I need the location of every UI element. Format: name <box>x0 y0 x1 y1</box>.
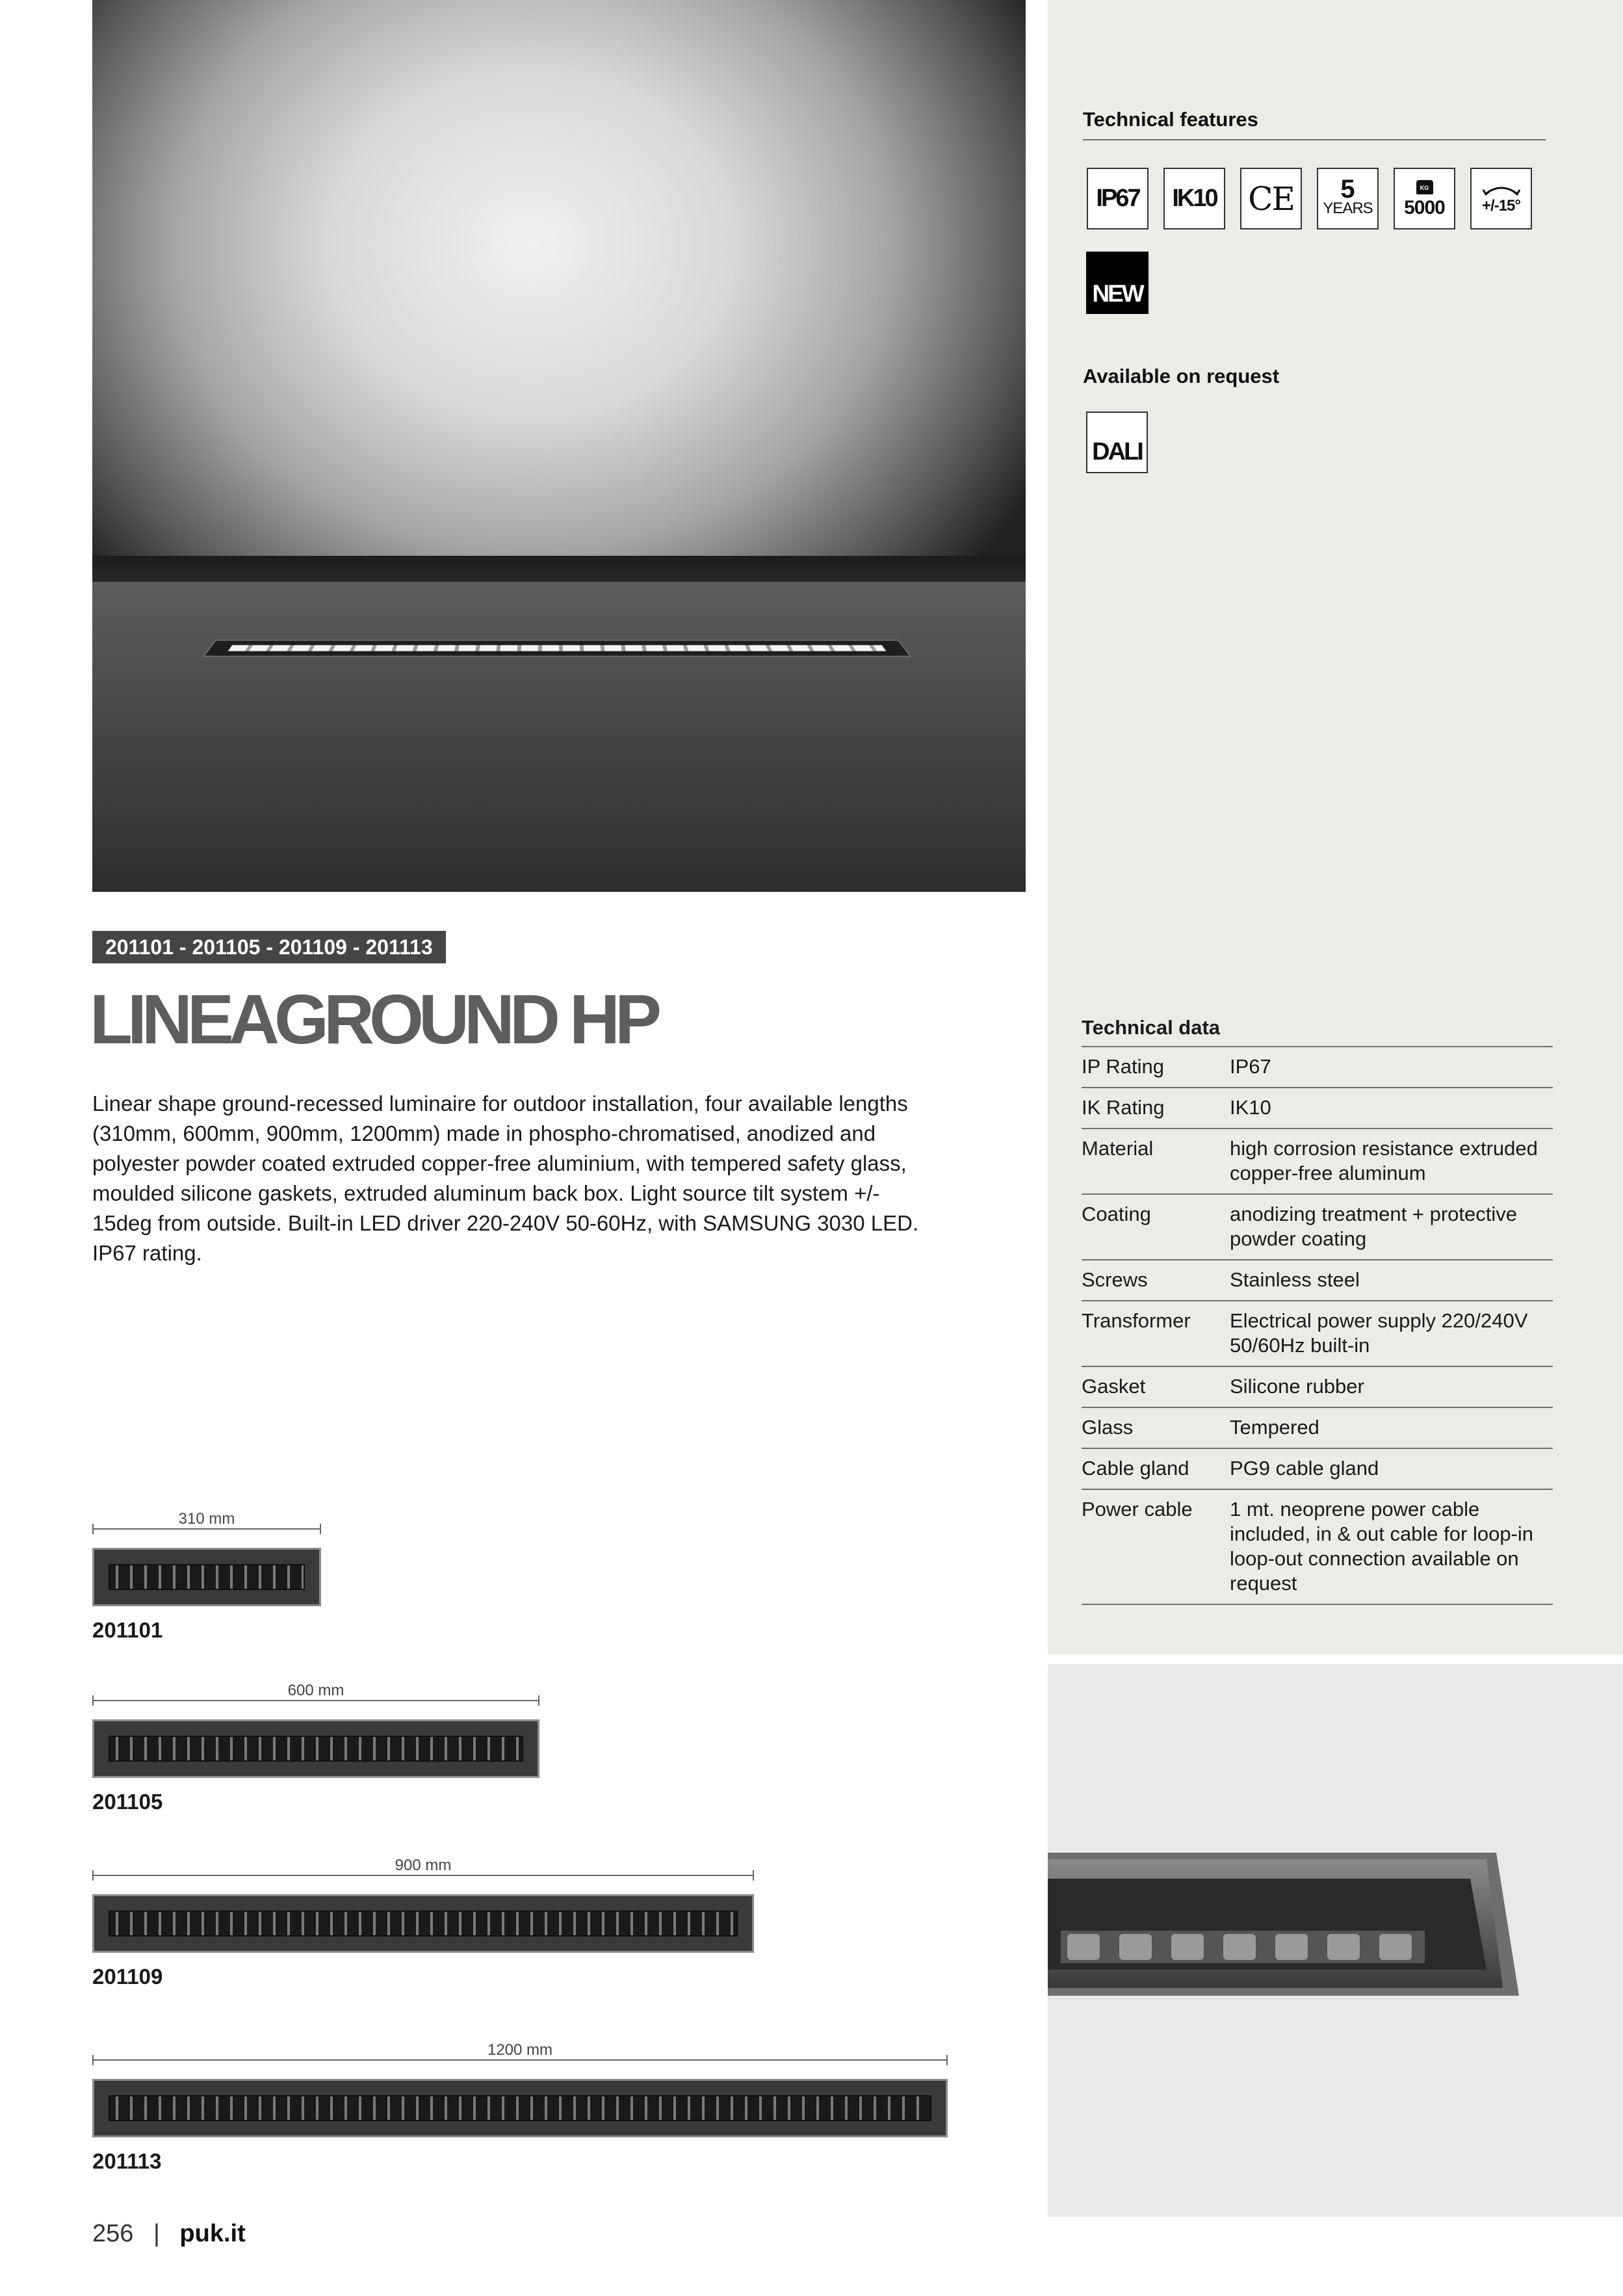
table-row: Glass Tempered <box>1082 1408 1553 1449</box>
luminaire-drawing <box>92 2079 948 2137</box>
dimension-line: 600 mm <box>92 1682 539 1701</box>
detail-photo <box>1048 1664 1623 2217</box>
weight-icon: KG <box>1416 180 1433 194</box>
table-row: IP Rating IP67 <box>1082 1047 1553 1088</box>
table-row: Coating anodizing treatment + protective powder coating <box>1082 1195 1553 1260</box>
tilt-arc-icon <box>1482 182 1521 196</box>
variant-201105 <box>92 1682 539 1814</box>
variant-201101 <box>92 1510 321 1643</box>
feature-icons <box>1087 168 1532 229</box>
product-codes-badge: 201101 - 201105 - 201109 - 201113 <box>92 931 446 963</box>
technical-data-table <box>1082 1016 1553 1605</box>
technical-data-title: Technical data <box>1082 1016 1553 1047</box>
tilt-icon: +/-15° <box>1470 168 1532 229</box>
page-number: 256 <box>92 2220 134 2247</box>
variant-201109 <box>92 1857 754 1989</box>
table-row: Screws Stainless steel <box>1082 1260 1553 1301</box>
ce-icon: CE <box>1240 168 1302 229</box>
table-row: Power cable 1 mt. neoprene power cable included, in & out cable for loop-in loop-out connection available on request <box>1082 1490 1553 1605</box>
5-years-icon: 5 YEARS <box>1317 168 1379 229</box>
table-row: Cable gland PG9 cable gland <box>1082 1449 1553 1490</box>
product-photo <box>92 0 1026 892</box>
variant-code: 201101 <box>92 1618 163 1642</box>
dimension-line: 1200 mm <box>92 2041 948 2061</box>
dali-icon: DALI <box>1086 411 1148 473</box>
technical-features-rule <box>1083 139 1546 140</box>
luminaire-drawing <box>92 1548 321 1606</box>
table-row: IK Rating IK10 <box>1082 1088 1553 1129</box>
variant-code: 201105 <box>92 1790 163 1814</box>
table-row: Gasket Silicone rubber <box>1082 1367 1553 1408</box>
table-row: Transformer Electrical power supply 220/240V 50/60Hz built-in <box>1082 1301 1553 1367</box>
new-badge: NEW <box>1086 252 1149 314</box>
ip67-icon: IP67 <box>1087 168 1149 229</box>
variant-code: 201113 <box>92 2149 162 2173</box>
ik10-icon: IK10 <box>1163 168 1225 229</box>
product-title: LINEAGROUND HP <box>90 980 657 1058</box>
dimension-line: 310 mm <box>92 1510 321 1530</box>
website-link[interactable]: puk.it <box>179 2220 246 2247</box>
dimension-line: 900 mm <box>92 1857 754 1876</box>
variant-code: 201109 <box>92 1964 163 1989</box>
5000-kg-icon: KG 5000 <box>1394 168 1455 229</box>
table-row: Material high corrosion resistance extruded copper-free aluminum <box>1082 1129 1553 1195</box>
luminaire-drawing <box>92 1719 539 1778</box>
technical-features-title: Technical features <box>1083 108 1258 131</box>
page-footer <box>92 2220 246 2248</box>
variant-201113 <box>92 2041 948 2174</box>
product-description: Linear shape ground-recessed luminaire for outdoor installation, four available lengths (310mm, 600mm, 900mm, 1200mm) made in phospho-chromatised, anodized and polyester powder coated extruded copper-free aluminium, with tempered safety glass, moulded silicone gaskets, extruded aluminum back box. Light source tilt system +/- 15deg from outside. Built-in LED driver 220-240V 50-60Hz, with SAMSUNG 3030 LED. IP67 rating. <box>92 1091 919 1265</box>
footer-separator: | <box>153 2220 160 2247</box>
available-on-request-title: Available on request <box>1083 365 1280 387</box>
luminaire-drawing <box>92 1894 754 1953</box>
